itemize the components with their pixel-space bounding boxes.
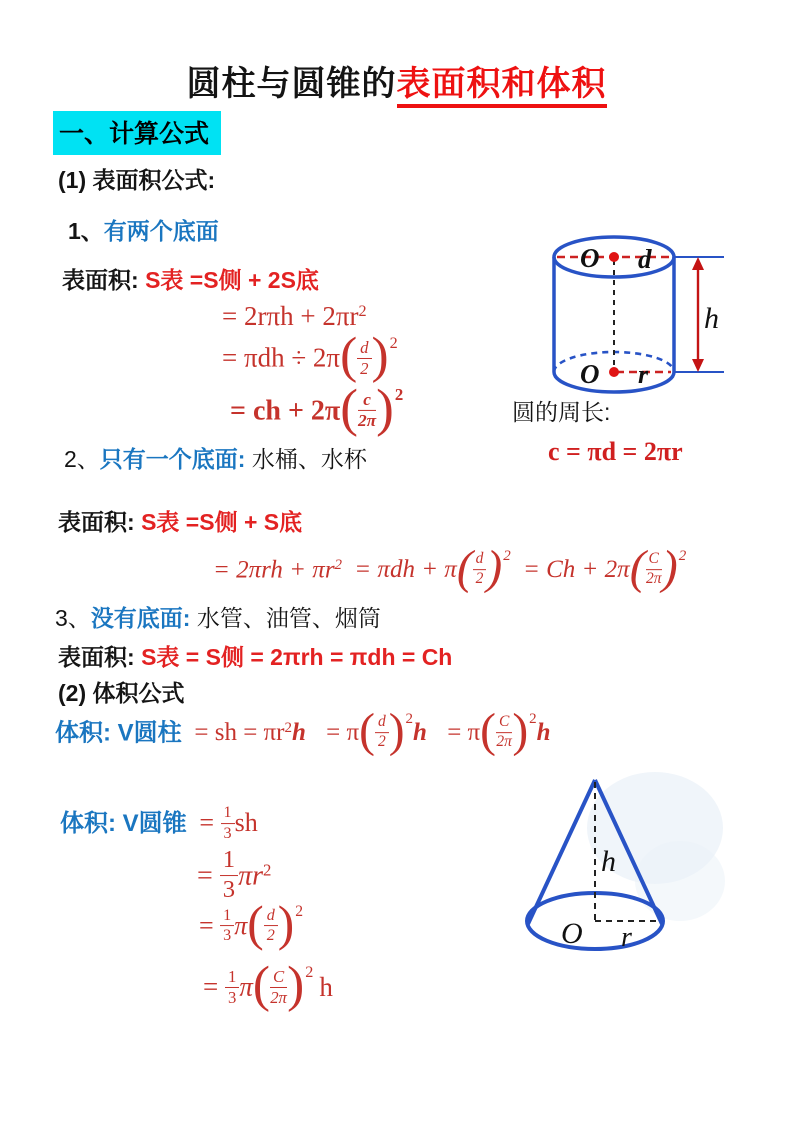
item-text-blue: 有两个底面: [103, 218, 219, 244]
equation-a3: = ch + 2π( $\frac{c}{2\pi}$ )$^2$: [230, 378, 404, 438]
section-heading-highlighted: 一、计算公式: [53, 111, 221, 155]
item-text-blue: 没有底面:: [90, 605, 191, 631]
list-item-one-base: [64, 441, 367, 474]
equals-sign: =: [197, 860, 213, 892]
cylinder-figure: [538, 230, 738, 405]
equation-vc2-text: = π: [326, 719, 360, 747]
label-r: r: [621, 922, 632, 953]
list-item-two-bases: [68, 213, 219, 246]
label-r: r: [638, 360, 649, 389]
exponent: 2: [389, 334, 398, 352]
exponent: 2: [263, 860, 272, 880]
label-d: d: [638, 244, 652, 274]
equation-k1-text: sh: [234, 808, 258, 837]
item-text-blue: 只有一个底面:: [99, 446, 246, 472]
item-examples: 水管、油管、烟筒: [196, 605, 381, 631]
page-title: [0, 56, 793, 105]
fraction-one-third: $\frac{1}{3}$: [225, 968, 239, 1007]
h-symbol: h: [319, 971, 333, 1002]
surface-formula-head: S表 = S侧 = 2πrh = πdh = Ch: [141, 644, 453, 670]
surface-area-heading-two-bases: [62, 262, 319, 295]
label-h: h: [601, 845, 616, 878]
subsection-volume: (2) 体积公式: [58, 680, 185, 706]
exponent: 2: [295, 903, 304, 920]
exponent: 2: [503, 548, 511, 564]
fraction-one-third: $\frac{1}{3}$: [220, 907, 234, 945]
equation-vc3-text: = π: [447, 719, 481, 747]
volume-cylinder-line: [55, 704, 551, 757]
fraction-C-over-2pi: $\frac{C}{2\pi}$: [496, 713, 512, 751]
equation-b3-text: = Ch + 2π: [523, 556, 630, 584]
volume-cone-label: 体积: V圆锥: [60, 810, 187, 837]
cone-figure: [495, 766, 725, 986]
arrowhead-up: [692, 257, 704, 270]
equals-sign: =: [199, 910, 214, 940]
surface-area-heading-one-base: [58, 504, 302, 537]
pi-symbol: π: [239, 971, 253, 1002]
equals-sign: =: [199, 808, 215, 837]
surface-label: 表面积:: [58, 509, 135, 535]
arrowhead-down: [692, 359, 704, 372]
page-title-black: 圆柱与圆锥的: [186, 65, 397, 103]
volume-cone-eq1: [193, 804, 258, 842]
item-number: 2、: [64, 446, 100, 472]
fraction-C-over-2pi: $\frac{C}{2\pi}$: [270, 966, 287, 1007]
fraction-one-third: $\frac{1}{3}$: [221, 804, 235, 842]
equation-a3-text: = ch + 2π: [230, 395, 341, 427]
equals-sign: =: [203, 971, 219, 1002]
surface-label: 表面积:: [62, 267, 139, 293]
surface-label: 表面积:: [58, 644, 135, 670]
label-O: O: [561, 917, 583, 950]
exponent: 2: [405, 711, 414, 727]
h-symbol: h: [413, 719, 427, 747]
fraction-c-over-2pi: $\frac{c}{2\pi}$: [357, 389, 377, 431]
exponent: 2: [305, 963, 314, 981]
equation-vc1-text: = sh = πr: [194, 719, 285, 747]
fraction-d-over-2: $\frac{d}{2}$: [264, 907, 278, 945]
fraction-one-third: $\frac{1}{3}$: [220, 847, 238, 903]
volume-cylinder-eq: = sh = $\pi r^2h = \pi$( $\frac{d}{2}$ )$^2$h = π( $\frac{C}{2\pi}$ )$^2$h: [194, 704, 551, 757]
volume-cone-eq4: = $\frac{1}{3}$ π( $\frac{C}{2\pi}$ )$^2$ h: [203, 956, 333, 1014]
h-symbol: h: [536, 719, 551, 747]
exponent: 2: [529, 711, 537, 727]
volume-cone-line: [60, 803, 258, 844]
exponent: 2: [334, 557, 343, 573]
surface-area-heading-no-base: [58, 639, 452, 672]
item-number: 1、: [68, 218, 104, 244]
exponent: 2: [284, 720, 292, 736]
item-number: 3、: [55, 605, 91, 631]
exponent: 2: [358, 302, 367, 321]
fraction-d-over-2: $\frac{d}{2}$: [473, 551, 487, 587]
equation-b2-text: = πdh + π: [354, 556, 457, 584]
exponent: 2: [678, 548, 687, 564]
fraction-d-over-2: $\frac{d}{2}$: [357, 339, 371, 378]
subsection-surface-area: (1) 表面积公式:: [58, 167, 216, 193]
bottom-center-dot: [609, 367, 619, 377]
volume-cone-eq3: = $\frac{1}{3}$ π( $\frac{d}{2}$ )$^2$: [199, 896, 304, 952]
page-title-red-underlined: 表面积和体积: [397, 65, 607, 108]
surface-formula-head: S表 =S侧 + 2S底: [145, 267, 319, 293]
equation-a1-text: = 2rπh + 2πr: [222, 301, 359, 331]
cone-left-side: [528, 780, 595, 924]
item-examples: 水桶、水杯: [251, 446, 367, 472]
h-symbol: h: [291, 719, 306, 747]
fraction-d-over-2: $\frac{d}{2}$: [375, 714, 389, 750]
label-O-bottom: O: [580, 359, 600, 389]
equation-b-long: = $2\pi rh + \pi r^2 = \pi dh + \pi$( $\frac{d}{2}$ )$^2$ = Ch + 2π( $\frac{C}{2\pi}$ )$^2$: [213, 541, 687, 594]
label-O-top: O: [580, 243, 600, 273]
volume-cylinder-label: 体积: V圆柱: [55, 719, 182, 747]
background-blob-2: [635, 841, 725, 921]
label-h: h: [704, 302, 719, 335]
equation-a2: = πdh ÷ 2π( $\frac{d}{2}$ )$^2$: [222, 327, 398, 385]
equation-k2-text: πr: [238, 860, 264, 892]
pi-symbol: π: [234, 910, 248, 940]
equation-b1-text: = 2πrh + πr: [213, 556, 335, 584]
top-center-dot: [609, 252, 619, 262]
list-item-no-base: [55, 600, 381, 633]
surface-formula-head: S表 =S侧 + S底: [141, 509, 303, 535]
equation-a2-text: = πdh ÷ 2π: [222, 342, 341, 373]
circumference-formula: c = πd = 2πr: [548, 437, 683, 466]
fraction-C-over-2pi: $\frac{C}{2\pi}$: [645, 550, 662, 588]
exponent: 2: [394, 385, 404, 404]
circumference-caption: 圆的周长:: [512, 399, 611, 425]
